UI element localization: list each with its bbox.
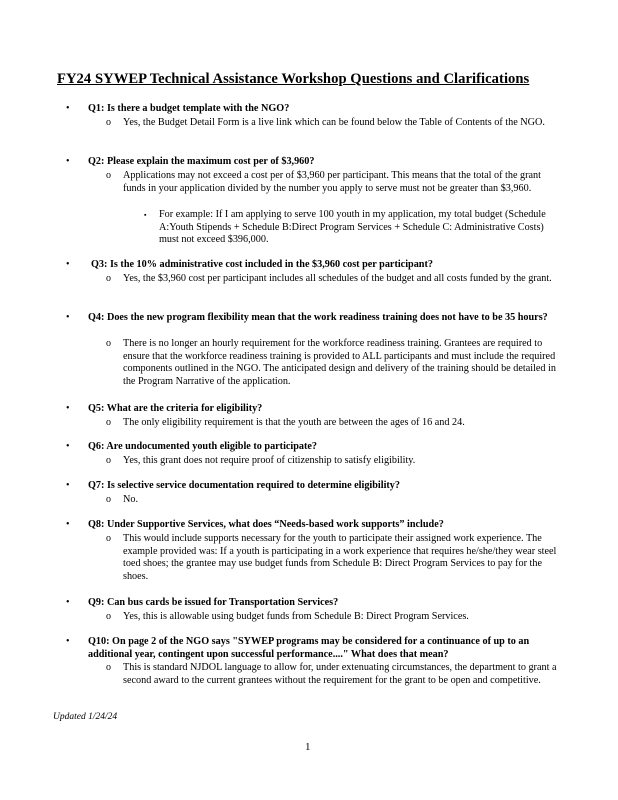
circle-bullet-icon: o (106, 455, 111, 466)
circle-bullet-icon: o (106, 417, 111, 428)
bullet-icon: • (66, 156, 70, 167)
circle-bullet-icon: o (106, 611, 111, 622)
question-9: Q9: Can bus cards be issued for Transportation Services? (88, 597, 339, 608)
question-5: Q5: What are the criteria for eligibility? (88, 403, 263, 414)
bullet-icon: • (66, 259, 70, 270)
question-8: Q8: Under Supportive Services, what does “Needs-based work supports” include? (88, 519, 444, 530)
bullet-icon: • (66, 103, 70, 114)
answer-10: This is standard NJDOL language to allow for, under extenuating circumstances, the department to grant a second award to the current grantees without the requirement for the grant to be open and competitive. (123, 662, 557, 686)
updated-date: Updated 1/24/24 (53, 712, 118, 722)
question-7: Q7: Is selective service documentation required to determine eligibility? (88, 480, 400, 491)
answer-1: Yes, the Budget Detail Form is a live link which can be found below the Table of Contents of the NGO. (123, 117, 545, 128)
question-4: Q4: Does the new program flexibility mean that the work readiness training does not have to be 35 hours? (88, 312, 548, 323)
answer-4: There is no longer an hourly requirement for the workforce readiness training. Grantees are required to ensure that the workforce readiness training is provided to ALL participants and must include the required components outlined in the NGO. The anticipated design and delivery of the training should be detailed in the Program Narrative of the application. (123, 338, 556, 387)
bullet-icon: • (66, 519, 70, 530)
answer-8: This would include supports necessary for the youth to participate their assigned work experience. The example provided was: If a youth is participating in a work experience that requires he/she/they wear steel toed shoes; the grantee may use budget funds from Schedule B: Direct Program Services to pay for the shoes. (123, 533, 557, 582)
bullet-icon: • (66, 441, 70, 452)
question-2: Q2: Please explain the maximum cost per of $3,960? (88, 156, 315, 167)
bullet-icon: • (66, 636, 70, 647)
answer-9: Yes, this is allowable using budget funds from Schedule B: Direct Program Services. (123, 611, 469, 622)
answer-3: Yes, the $3,960 cost per participant includes all schedules of the budget and all costs funded by the grant. (123, 273, 552, 284)
page-number: 1 (305, 741, 311, 753)
circle-bullet-icon: o (106, 273, 111, 284)
answer-5: The only eligibility requirement is that the youth are between the ages of 16 and 24. (123, 417, 465, 428)
bullet-icon: • (66, 403, 70, 414)
square-bullet-icon: ▪ (144, 211, 147, 219)
circle-bullet-icon: o (106, 533, 111, 544)
bullet-icon: • (66, 312, 70, 323)
question-6: Q6: Are undocumented youth eligible to participate? (88, 441, 318, 452)
answer-2: Applications may not exceed a cost per of $3,960 per participant. This means that the total of the grant funds in your application divided by the number you apply to serve must not be greater than $3,960. (123, 170, 541, 194)
circle-bullet-icon: o (106, 338, 111, 349)
circle-bullet-icon: o (106, 494, 111, 505)
question-1: Q1: Is there a budget template with the NGO? (88, 103, 290, 114)
question-10: Q10: On page 2 of the NGO says "SYWEP programs may be considered for a continuance of up to an additional year, contingent upon successful performance...." What does that mean? (88, 636, 530, 660)
bullet-icon: • (66, 480, 70, 491)
circle-bullet-icon: o (106, 117, 111, 128)
document-title: FY24 SYWEP Technical Assistance Workshop Questions and Clarifications (57, 71, 530, 87)
answer-6: Yes, this grant does not require proof of citizenship to satisfy eligibility. (123, 455, 416, 466)
answer-2-example: For example: If I am applying to serve 100 youth in my application, my total budget (Schedule A:Youth Stipends + Schedule B:Direct Program Services + Schedule C: Administrative Costs) must not exceed $396,000. (159, 209, 546, 245)
bullet-icon: • (66, 597, 70, 608)
question-3: Q3: Is the 10% administrative cost included in the $3,960 cost per participant? (91, 259, 433, 270)
circle-bullet-icon: o (106, 170, 111, 181)
answer-7: No. (123, 494, 138, 505)
circle-bullet-icon: o (106, 662, 111, 673)
